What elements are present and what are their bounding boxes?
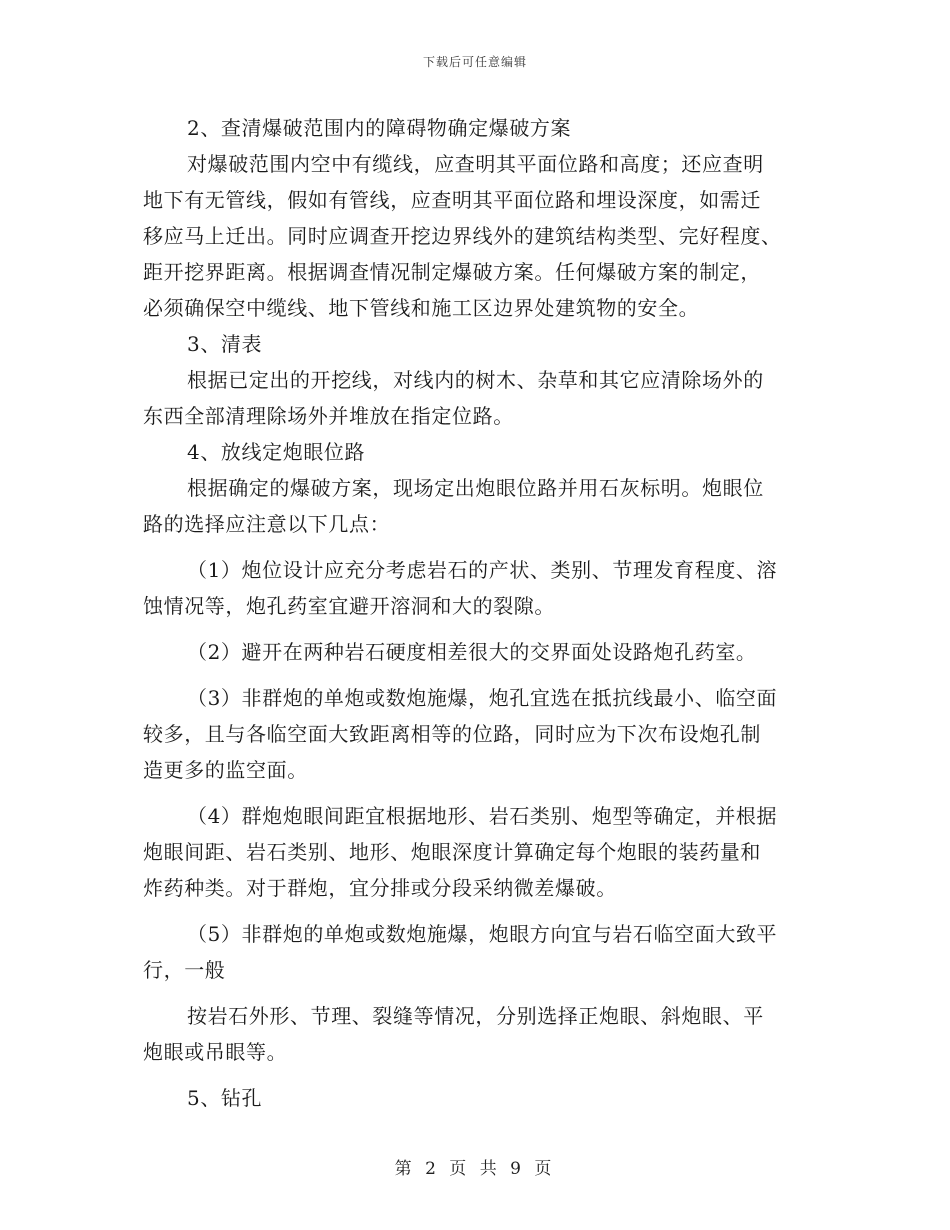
text-line: 2、查清爆破范围内的障碍物确定爆破方案 — [187, 116, 572, 140]
text-line: （4）群炮炮眼间距宜根据地形、岩石类别、炮型等确定，并根据 — [187, 804, 778, 828]
text-line: 必须确保空中缆线、地下管线和施工区边界处建筑物的安全。 — [143, 296, 700, 320]
text-line: 炸药种类。对于群炮，宜分排或分段采纳微差爆破。 — [143, 876, 617, 900]
text-line: 炮眼间距、岩石类别、地形、炮眼深度计算确定每个炮眼的装药量和 — [143, 840, 761, 864]
text-line: （5）非群炮的单炮或数炮施爆，炮眼方向宜与岩石临空面大致平 — [187, 922, 778, 946]
text-line: （3）非群炮的单炮或数炮施爆，炮孔宜选在抵抗线最小、临空面 — [187, 686, 778, 710]
text-line: 路的选择应注意以下几点： — [143, 512, 391, 536]
text-line: 东西全部清理除场外并堆放在指定位路。 — [143, 404, 514, 428]
text-line: 3、清表 — [187, 332, 263, 356]
text-line: 地下有无管线，假如有管线，应查明其平面位路和埋设深度，如需迁 — [143, 188, 761, 212]
text-line: 距开挖界距离。根据调查情况制定爆破方案。任何爆破方案的制定， — [143, 260, 761, 284]
page-number-footer: 第 2 页 共 9 页 — [394, 1159, 556, 1179]
text-line: 炮眼或吊眼等。 — [143, 1040, 288, 1064]
text-line: 按岩石外形、节理、裂缝等情况，分别选择正炮眼、斜炮眼、平 — [187, 1004, 764, 1028]
text-line: 行，一般 — [143, 958, 226, 982]
text-line: （2）避开在两种岩石硬度相差很大的交界面处设路炮孔药室。 — [187, 640, 757, 664]
text-line: （1）炮位设计应充分考虑岩石的产状、类别、节理发育程度、溶 — [187, 558, 778, 582]
text-line: 根据确定的爆破方案，现场定出炮眼位路并用石灰标明。炮眼位 — [187, 476, 764, 500]
text-line: 造更多的监空面。 — [143, 758, 308, 782]
text-line: 移应马上迁出。同时应调查开挖边界线外的建筑结构类型、完好程度、 — [143, 224, 782, 248]
text-line: 5、钻孔 — [187, 1086, 263, 1110]
text-line: 根据已定出的开挖线，对线内的树木、杂草和其它应清除场外的 — [187, 368, 764, 392]
document-body — [143, 110, 810, 1116]
text-line: 4、放线定炮眼位路 — [187, 440, 366, 464]
text-line: 对爆破范围内空中有缆线，应查明其平面位路和高度；还应查明 — [187, 152, 764, 176]
page-header-note: 下载后可任意编辑 — [422, 55, 527, 69]
text-line: 较多，且与各临空面大致距离相等的位路，同时应为下次布设炮孔制 — [143, 722, 761, 746]
text-line: 蚀情况等，炮孔药室宜避开溶洞和大的裂隙。 — [143, 594, 555, 618]
